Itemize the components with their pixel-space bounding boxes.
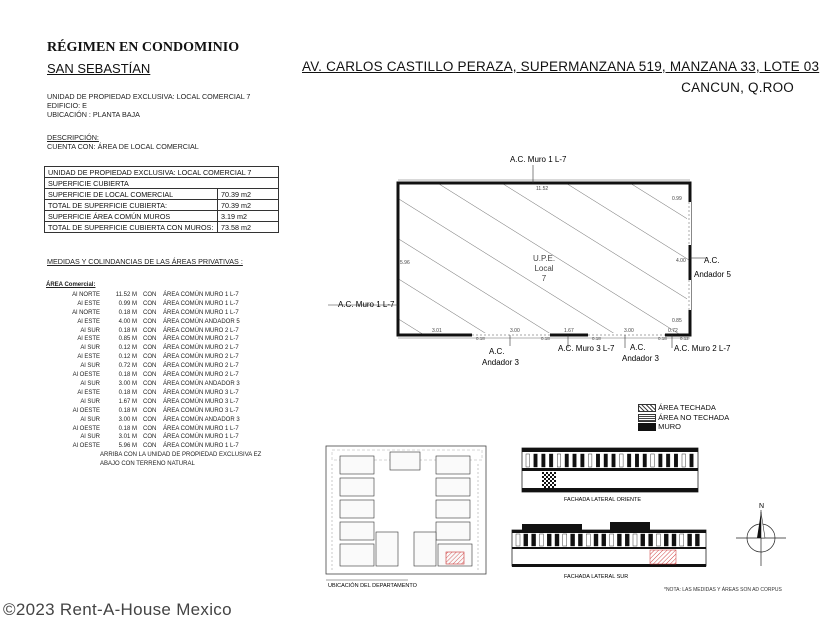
measure-with: ÁREA COMÚN MURO 2 L-7 [163,372,239,379]
label-local: Local [534,264,554,273]
dim-s5: 0.12 [680,336,689,341]
site-caption: UBICACIÓN DEL DEPARTAMENTO [328,583,417,589]
south-caption: FACHADA LATERAL SUR [564,574,629,580]
window-icon [635,454,639,467]
page-title: RÉGIMEN EN CONDOMINIO [47,40,240,55]
list-item [46,380,261,389]
measure-with: ÁREA COMÚN MURO 1 L-7 [163,425,239,432]
measure-len: 0.18 M [118,389,137,396]
label-east-ac: A.C. [704,256,720,265]
measure-len: 0.18 M [118,372,137,379]
unit-label: UNIDAD DE PROPIEDAD EXCLUSIVA: LOCAL COMERCIAL 7 [47,92,251,101]
window-icon [565,454,569,467]
window-icon [555,534,559,546]
measure-len: 5.96 M [118,443,137,450]
window-icon [612,454,616,467]
window-icon [563,534,567,546]
list-item [46,353,261,362]
dim-b2: 3.00 [510,328,520,334]
list-item [46,300,261,309]
list-item [46,291,261,300]
measure-len: 11.52 M [115,291,137,298]
measure-len: 0.99 M [118,300,137,307]
measure-dir: Al SUR [80,398,100,405]
legend-item-no-techada [638,413,729,423]
measure-with: ÁREA COMÚN MURO 2 L-7 [163,336,239,343]
list-item [46,416,261,425]
measure-dir: Al SUR [80,416,100,423]
window-icon [571,534,575,546]
window-icon [617,534,621,546]
window-icon [659,454,663,467]
description-block [47,133,199,151]
measure-con: CON [143,345,157,352]
measure-len: 1.67 M [118,398,137,405]
window-icon [586,534,590,546]
label-north-wall: A.C. Muro 1 L-7 [510,155,567,164]
measure-with: ÁREA COMÚN MURO 1 L-7 [163,291,239,298]
list-item [46,362,261,371]
measure-len: 0.12 M [118,345,137,352]
area-table [44,166,279,233]
measure-con: CON [143,318,157,325]
window-icon [542,454,546,467]
measure-with: ÁREA COMÚN MURO 2 L-7 [163,345,239,352]
measure-len: 3.00 M [118,380,137,387]
measure-con: CON [143,425,157,432]
east-caption: FACHADA LATERAL ORIENTE [564,497,642,503]
legend-label: ÁREA TECHADA [658,403,716,412]
window-icon [656,534,660,546]
address-line-2: CANCUN, Q.ROO [681,80,794,95]
list-item [46,442,261,451]
dim-right-mid: 4.00 [676,258,686,264]
list-item [46,389,261,398]
measure-with: ÁREA COMÚN MURO 3 L-7 [163,407,239,414]
measure-con: CON [143,416,157,423]
south-facade [506,520,711,582]
label-east-andador: Andador 5 [694,270,731,279]
measure-dir: Al OESTE [72,407,100,414]
table-row [45,178,279,189]
table-cell: SUPERFICIE DE LOCAL COMERCIAL [45,189,218,200]
window-icon [641,534,645,546]
dim-s3: 0.18 [592,336,601,341]
measure-with: ÁREA COMÚN MURO 3 L-7 [163,389,239,396]
list-item [46,309,261,318]
window-icon [627,454,631,467]
window-icon [524,534,528,546]
legend-label: ÁREA NO TECHADA [658,412,730,422]
measure-len: 4.00 M [118,318,137,325]
measure-con: CON [143,407,157,414]
window-icon [594,534,598,546]
measure-len: 0.18 M [118,425,137,432]
label-south-andador-1: Andador 3 [482,358,519,367]
window-icon [526,454,530,467]
description-heading: DESCRIPCIÓN: [47,133,99,142]
window-icon [690,454,694,467]
unit-info [47,92,250,119]
measure-con: CON [143,363,157,370]
east-facade [518,444,703,504]
table-cell: 70.39 m2 [218,189,279,200]
measures-note-below: ABAJO CON TERRENO NATURAL [100,461,195,468]
unit-highlight [446,552,464,564]
dim-s2: 0.18 [541,336,550,341]
label-upe: U.P.E. [532,254,556,263]
legend-item-muro [638,422,729,432]
measure-with: ÁREA COMÚN ANDADOR 3 [163,416,240,423]
label-south-ac-2: A.C. [630,343,646,352]
list-item [46,318,261,327]
window-icon [695,534,699,546]
list-item [46,425,261,434]
measure-con: CON [143,327,157,334]
table-cell: 73.58 m2 [218,222,279,233]
dim-b3: 1.67 [564,328,574,334]
measure-dir: Al SUR [80,380,100,387]
window-icon [539,534,543,546]
list-item [46,371,261,380]
solid-swatch-icon [638,423,656,431]
watermark: ©2023 Rent-A-House Mexico [3,600,232,619]
measure-dir: Al OESTE [72,372,100,379]
window-icon [532,534,536,546]
dim-s4: 0.18 [658,336,667,341]
list-item [46,398,261,407]
window-icon [672,534,676,546]
measure-len: 0.12 M [118,354,137,361]
window-icon [625,534,629,546]
dim-right-low: 0.85 [672,318,682,324]
compass-label: N [759,503,765,510]
list-item [46,433,261,442]
measure-dir: Al SUR [80,363,100,370]
measure-with: ÁREA COMÚN MURO 2 L-7 [163,363,239,370]
label-west-wall: A.C. Muro 1 L-7 [338,300,395,309]
table-row [45,167,279,178]
window-icon [547,534,551,546]
window-icon [610,534,614,546]
label-number: 7 [541,274,547,283]
measure-len: 0.18 M [118,327,137,334]
measure-dir: Al ESTE [77,354,100,361]
north-arrow-icon [732,498,792,574]
dim-right-top: 0.99 [672,196,682,202]
measure-con: CON [143,372,157,379]
table-cell: SUPERFICIE CUBIERTA [45,178,279,189]
measure-len: 0.85 M [118,336,137,343]
measure-con: CON [143,398,157,405]
measure-dir: Al SUR [80,434,100,441]
measure-con: CON [143,354,157,361]
hatch-swatch-icon [638,404,656,412]
measure-con: CON [143,336,157,343]
window-icon [682,454,686,467]
window-icon [643,454,647,467]
measure-len: 3.00 M [118,416,137,423]
measure-dir: Al ESTE [77,300,100,307]
window-icon [516,534,520,546]
measure-dir: Al ESTE [77,318,100,325]
legend [638,403,729,432]
measure-with: ÁREA COMÚN MURO 1 L-7 [163,300,239,307]
measure-with: ÁREA COMÚN ANDADOR 5 [163,318,240,325]
window-icon [651,454,655,467]
measure-dir: Al ESTE [77,336,100,343]
window-icon [549,454,553,467]
crosshatch-swatch-icon [638,414,656,422]
measure-con: CON [143,443,157,450]
window-icon [588,454,592,467]
window-icon [573,454,577,467]
window-icon [633,534,637,546]
measure-dir: Al SUR [80,327,100,334]
measure-con: CON [143,380,157,387]
measure-dir: Al OESTE [72,443,100,450]
table-row [45,211,279,222]
list-item [46,407,261,416]
table-cell: TOTAL DE SUPERFICIE CUBIERTA: [45,200,218,211]
list-item [46,327,261,336]
list-item [46,344,261,353]
measure-con: CON [143,300,157,307]
unit-highlight [650,550,676,564]
measures-list [46,281,261,469]
dim-b5: 0.72 [668,328,678,334]
label-south-andador-2: Andador 3 [622,354,659,363]
table-row [45,222,279,233]
measure-with: ÁREA COMÚN ANDADOR 3 [163,380,240,387]
label-south-wall-2: A.C. Muro 2 L-7 [674,344,731,353]
measure-con: CON [143,309,157,316]
building-label: EDIFICIO: E [47,101,87,110]
measure-con: CON [143,291,157,298]
description-text: CUENTA CON: ÁREA DE LOCAL COMERCIAL [47,142,199,151]
dim-top: 11.52 [536,186,549,192]
measures-section: ÁREA Comercial: [46,282,96,288]
window-icon [578,534,582,546]
table-cell: 3.19 m2 [218,211,279,222]
measure-dir: Al ESTE [77,389,100,396]
facade-detail [542,472,556,488]
dim-left: 5.96 [400,260,410,266]
measure-con: CON [143,434,157,441]
window-icon [664,534,668,546]
location-label: UBICACIÓN : PLANTA BAJA [47,110,140,119]
window-icon [674,454,678,467]
label-south-ac-1: A.C. [489,347,505,356]
address-line-1: AV. CARLOS CASTILLO PERAZA, SUPERMANZANA 519, MANZANA 33, LOTE 03 [302,59,820,74]
window-icon [620,454,624,467]
window-icon [557,454,561,467]
table-cell: UNIDAD DE PROPIEDAD EXCLUSIVA: LOCAL COMERCIAL 7 [45,167,279,178]
legend-label: MURO [658,422,682,431]
measure-with: ÁREA COMÚN MURO 2 L-7 [163,327,239,334]
measure-len: 0.18 M [118,407,137,414]
measure-dir: Al SUR [80,345,100,352]
table-cell: 70.39 m2 [218,200,279,211]
measure-with: ÁREA COMÚN MURO 1 L-7 [163,309,239,316]
measure-with: ÁREA COMÚN MURO 3 L-7 [163,398,239,405]
measure-con: CON [143,389,157,396]
measure-with: ÁREA COMÚN MURO 1 L-7 [163,443,239,450]
table-row [45,189,279,200]
site-plan [318,444,490,592]
window-icon [581,454,585,467]
table-cell: SUPERFICIE ÁREA COMÚN MUROS [45,211,218,222]
window-icon [604,454,608,467]
measure-len: 0.18 M [118,309,137,316]
measures-note-above: ARRIBA CON LA UNIDAD DE PROPIEDAD EXCLUSIVA EZ [100,452,262,459]
list-item [46,335,261,344]
legend-item-techada [638,403,729,413]
label-south-wall-3: A.C. Muro 3 L-7 [558,344,615,353]
note-ad-corpus: *NOTA: LAS MEDIDAS Y ÁREAS SON AD CORPUS [664,587,782,593]
measure-with: ÁREA COMÚN MURO 1 L-7 [163,434,239,441]
dim-b4: 3.00 [624,328,634,334]
window-icon [596,454,600,467]
window-icon [649,534,653,546]
table-row [45,200,279,211]
page-subtitle: SAN SEBASTÍAN [47,61,151,76]
floor-plan [320,150,760,370]
dim-b1: 3.01 [432,328,442,334]
measure-dir: Al NORTE [72,309,100,316]
measure-len: 0.72 M [118,363,137,370]
measure-len: 3.01 M [118,434,137,441]
measure-dir: Al NORTE [72,291,100,298]
measure-dir: Al OESTE [72,425,100,432]
dim-s1: 0.18 [476,336,485,341]
window-icon [534,454,538,467]
window-icon [680,534,684,546]
window-icon [602,534,606,546]
window-icon [688,534,692,546]
window-icon [666,454,670,467]
measures-heading: MEDIDAS Y COLINDANCIAS DE LAS ÁREAS PRIVATIVAS : [47,257,243,266]
table-cell: TOTAL DE SUPERFICIE CUBIERTA CON MUROS: [45,222,218,233]
measure-with: ÁREA COMÚN MURO 2 L-7 [163,354,239,361]
